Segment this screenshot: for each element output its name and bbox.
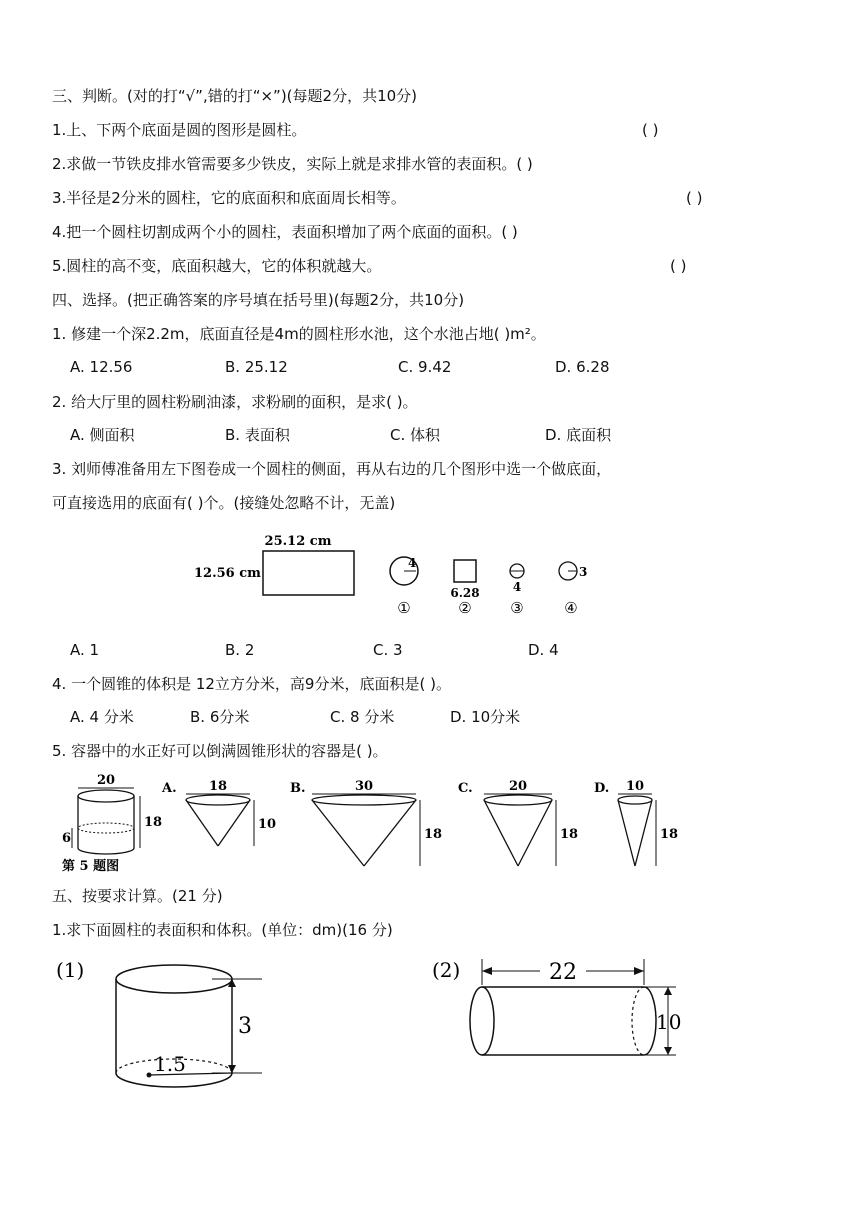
cyl-height-label: 18: [144, 815, 163, 830]
choice-q3-option-c[interactable]: C. 3: [373, 641, 403, 659]
side-rectangle: [263, 551, 354, 595]
circle-4-value: 3: [579, 565, 588, 579]
cone-b-label: B.: [290, 781, 306, 796]
cone-d-label: D.: [594, 781, 610, 796]
square-2-value: 6.28: [450, 586, 480, 600]
choice-q5: 5. 容器中的水正好可以倒满圆锥形状的容器是( )。: [52, 742, 388, 760]
choice-q2: 2. 给大厅里的圆柱粉刷油漆，求粉刷的面积，是求( )。: [52, 393, 418, 411]
judge-item-4: 4.把一个圆柱切割成两个小的圆柱，表面积增加了两个底面的面积。( ): [52, 223, 518, 241]
cone-c-diameter: 20: [508, 779, 528, 794]
choice-q4-option-a[interactable]: A. 4 分米: [70, 708, 134, 726]
figure-2-label: (2): [432, 958, 461, 982]
cone-b-height: 18: [424, 827, 443, 842]
choice-q4-option-d[interactable]: D. 10分米: [450, 708, 521, 726]
calc-q1: 1.求下面圆柱的表面积和体积。(单位：dm)(16 分): [52, 921, 393, 939]
judge-item-3-answer[interactable]: ( ): [686, 189, 703, 207]
cyl-diameter-label: 20: [96, 773, 116, 788]
choice-q3-option-b[interactable]: B. 2: [225, 641, 255, 659]
choice-q4-option-c[interactable]: C. 8 分米: [330, 708, 395, 726]
judge-item-1: 1.上、下两个底面是圆的图形是圆柱。: [52, 121, 307, 139]
cone-a-height: 10: [258, 817, 277, 832]
rect-width-label: 25.12 cm: [264, 534, 332, 549]
cone-a-label: A.: [162, 781, 177, 796]
judge-item-5-answer[interactable]: ( ): [670, 257, 687, 275]
choice-q3-figure: [180, 525, 620, 625]
shape-label-2: ②: [458, 599, 472, 617]
cone-d-height: 18: [660, 827, 678, 842]
judge-item-5: 5.圆柱的高不变，底面积越大，它的体积就越大。: [52, 257, 382, 275]
cone-a-diameter: 18: [208, 779, 228, 794]
choice-q1: 1. 修建一个深2.2m，底面直径是4m的圆柱形水池，这个水池占地( )m²。: [52, 325, 546, 343]
water-height-label: 6: [62, 831, 72, 846]
shape-label-1: ①: [397, 599, 411, 617]
choice-q3-option-a[interactable]: A. 1: [70, 641, 100, 659]
judge-item-2: 2.求做一节铁皮排水管需要多少铁皮，实际上就是求排水管的表面积。( ): [52, 155, 533, 173]
circle-3-value: 4: [512, 580, 522, 594]
calc-figure-2: [430, 955, 690, 1065]
choice-q2-option-b[interactable]: B. 表面积: [225, 426, 290, 444]
choice-q2-option-a[interactable]: A. 侧面积: [70, 426, 135, 444]
cone-b-diameter: 30: [354, 779, 374, 794]
choice-q1-option-d[interactable]: D. 6.28: [555, 358, 610, 376]
figure-caption: 第 5 题图: [62, 859, 120, 874]
section3-title: 三、判断。(对的打“√”,错的打“×”)(每题2分，共10分): [52, 87, 418, 105]
length-label: 22: [549, 960, 577, 985]
figure-1-label: (1): [56, 958, 85, 982]
cone-c-label: C.: [458, 781, 473, 796]
choice-q4-option-b[interactable]: B. 6分米: [190, 708, 250, 726]
section4-title: 四、选择。(把正确答案的序号填在括号里)(每题2分，共10分): [52, 291, 465, 309]
choice-q4: 4. 一个圆锥的体积是 12立方分米，高9分米，底面积是( )。: [52, 675, 451, 693]
choice-q3-line2: 可直接选用的底面有( )个。(接缝处忽略不计，无盖): [52, 494, 396, 512]
choice-q3-line1: 3. 刘师傅准备用左下图卷成一个圆柱的侧面，再从右边的几个图形中选一个做底面，: [52, 460, 612, 478]
diameter-label: 10: [656, 1010, 682, 1034]
choice-q1-option-c[interactable]: C. 9.42: [398, 358, 452, 376]
choice-q2-option-d[interactable]: D. 底面积: [545, 426, 612, 444]
height-label: 3: [238, 1014, 252, 1039]
shape-label-3: ③: [510, 599, 524, 617]
choice-q1-option-b[interactable]: B. 25.12: [225, 358, 288, 376]
square-2-icon: [454, 560, 476, 582]
cone-c-height: 18: [560, 827, 579, 842]
radius-label: 1.5: [154, 1052, 186, 1076]
shape-label-4: ④: [564, 599, 578, 617]
choice-q5-figure: [58, 770, 678, 880]
section5-title: 五、按要求计算。(21 分): [52, 887, 223, 905]
rect-height-label: 12.56 cm: [194, 566, 261, 581]
choice-q3-option-d[interactable]: D. 4: [528, 641, 559, 659]
choice-q1-option-a[interactable]: A. 12.56: [70, 358, 133, 376]
calc-figure-1: [52, 955, 292, 1095]
circle-1-value: 4: [408, 556, 417, 570]
cone-d-diameter: 10: [625, 779, 645, 794]
judge-item-1-answer[interactable]: ( ): [642, 121, 659, 139]
choice-q2-option-c[interactable]: C. 体积: [390, 426, 441, 444]
judge-item-3: 3.半径是2分米的圆柱，它的底面积和底面周长相等。: [52, 189, 406, 207]
